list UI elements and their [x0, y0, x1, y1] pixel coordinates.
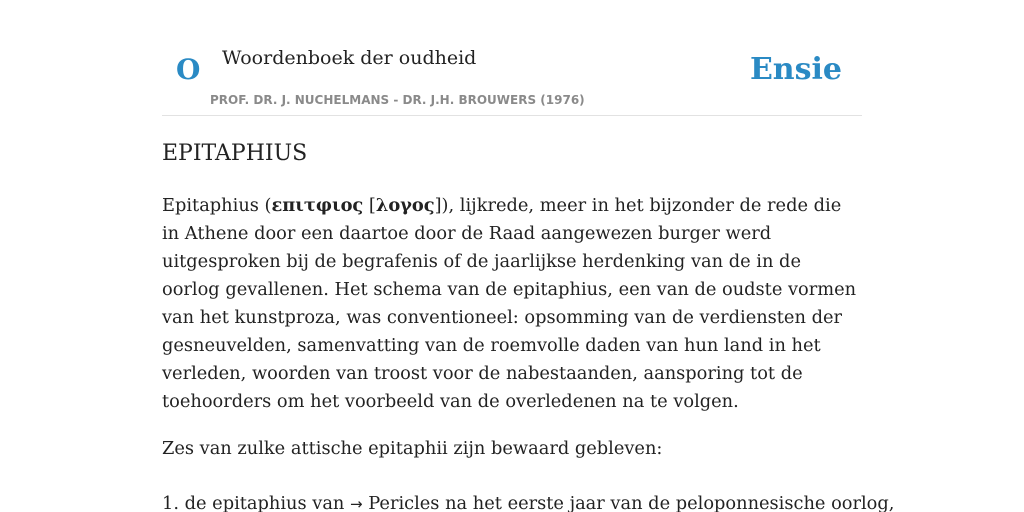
book-authors: PROF. DR. J. NUCHELMANS - DR. J.H. BROUWERS (1976) — [210, 93, 585, 107]
entry-paragraph — [162, 192, 862, 416]
book-title[interactable]: Woordenboek der oudheid — [222, 47, 477, 69]
epitaphii-list — [162, 490, 895, 512]
entry-title: EPITAPHIUS — [162, 141, 308, 166]
paragraph-bracket: [ — [363, 195, 376, 216]
paragraph-lead: Epitaphius ( — [162, 195, 272, 216]
list-item — [162, 490, 895, 512]
dictionary-header — [162, 34, 862, 116]
index-letter[interactable]: O — [176, 53, 201, 86]
list-text: de epitaphius van — [184, 493, 345, 512]
arrow-right-icon: → — [350, 495, 363, 512]
list-text: na het eerste jaar van de peloponnesische oorlog, — [445, 493, 895, 512]
entry-paragraph: Zes van zulke attische epitaphii zijn bewaard gebleven: — [162, 438, 663, 459]
greek-term: επιτφιος — [271, 195, 364, 216]
paragraph-body: ]), lijkrede, meer in het bijzonder de rede die in Athene door een daartoe door de Raad aangewezen burger werd uitgesproken bij de begrafenis of de jaarlijkse herdenking van de in de oorlog gevallenen. Het schema van de epitaphius, een van de oudste vormen van het kunstproza, was conventioneel: opsomming van de verdiensten der gesneuvelden, samenvatting van de roemvolle daden van hun land in het verleden, woorden van troost voor de nabestaanden, aansporing tot de toehoorders om het voorbeeld van de overledenen na te volgen. — [162, 195, 857, 412]
ensie-logo[interactable]: Ensie — [749, 52, 842, 87]
pericles-link[interactable]: Pericles — [368, 493, 440, 512]
list-number: 1. — [162, 493, 179, 512]
greek-term: λογος — [375, 195, 435, 216]
entry-content — [162, 138, 895, 512]
